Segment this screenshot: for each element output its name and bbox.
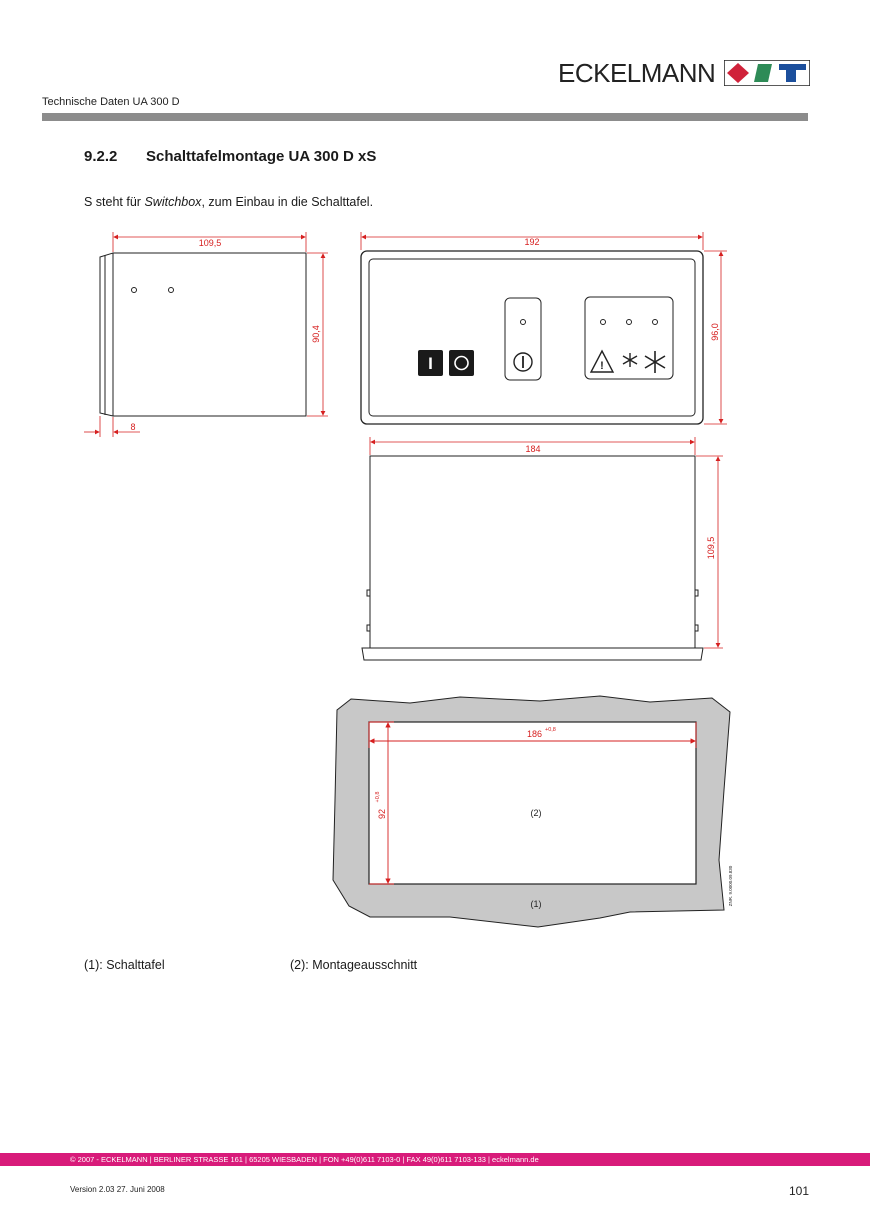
front-height-label: 96,0 bbox=[710, 323, 720, 341]
cutout-width-tolerance: +0,8 bbox=[545, 727, 556, 733]
defrost-icon bbox=[623, 353, 637, 367]
section-title: Schalttafelmontage UA 300 D xS bbox=[146, 148, 377, 165]
warning-icon: ! bbox=[600, 360, 604, 372]
logo-wordmark: ECKELMANN bbox=[558, 58, 716, 88]
caption-cutout: (2): Montageausschnitt bbox=[290, 958, 418, 972]
cutout-height-tolerance: +0,8 bbox=[375, 791, 381, 803]
switch-off-button bbox=[449, 350, 474, 376]
cutout-label: (2) bbox=[530, 808, 542, 818]
intro-text: S steht für Switchbox, zum Einbau in die Schalttafel. bbox=[84, 195, 374, 209]
section-number: 9.2.2 bbox=[84, 148, 118, 165]
panel-label: (1) bbox=[530, 899, 542, 909]
footer-bar: © 2007 - ECKELMANN | BERLINER STRASSE 161 | 65205 WIESBADEN | FON +49(0)611 7103-0 | FAX 49(0)611 7103-133 | eckelmann.de bbox=[0, 1153, 870, 1166]
top-view-dimensions bbox=[370, 437, 723, 648]
cutout-width-label: 186 bbox=[527, 729, 543, 739]
front-view bbox=[361, 251, 703, 424]
top-width-label: 184 bbox=[525, 444, 541, 454]
front-width-label: 192 bbox=[524, 237, 540, 247]
top-view bbox=[362, 456, 703, 660]
cutout-opening bbox=[369, 722, 696, 884]
caption-panel: (1): Schalttafel bbox=[84, 958, 165, 972]
switch-on-symbol: I bbox=[428, 354, 433, 373]
front-view-dimensions bbox=[361, 232, 727, 424]
drawing-number: ZNR. 9.0000.09.830 bbox=[728, 865, 733, 907]
flange-label: 8 bbox=[130, 422, 136, 432]
snowflake-icon bbox=[645, 351, 665, 373]
top-depth-label: 109,5 bbox=[706, 536, 716, 560]
cutout-height-label: 92 bbox=[377, 808, 387, 820]
side-height-label: 90,4 bbox=[311, 325, 321, 343]
document-title: Technische Daten UA 300 D bbox=[42, 96, 180, 108]
footer-version: Version 2.03 27. Juni 2008 bbox=[70, 1185, 165, 1194]
side-view bbox=[100, 253, 306, 416]
side-view-dimensions bbox=[84, 232, 328, 437]
side-width-label: 109,5 bbox=[198, 238, 222, 248]
page-number: 101 bbox=[789, 1184, 810, 1198]
